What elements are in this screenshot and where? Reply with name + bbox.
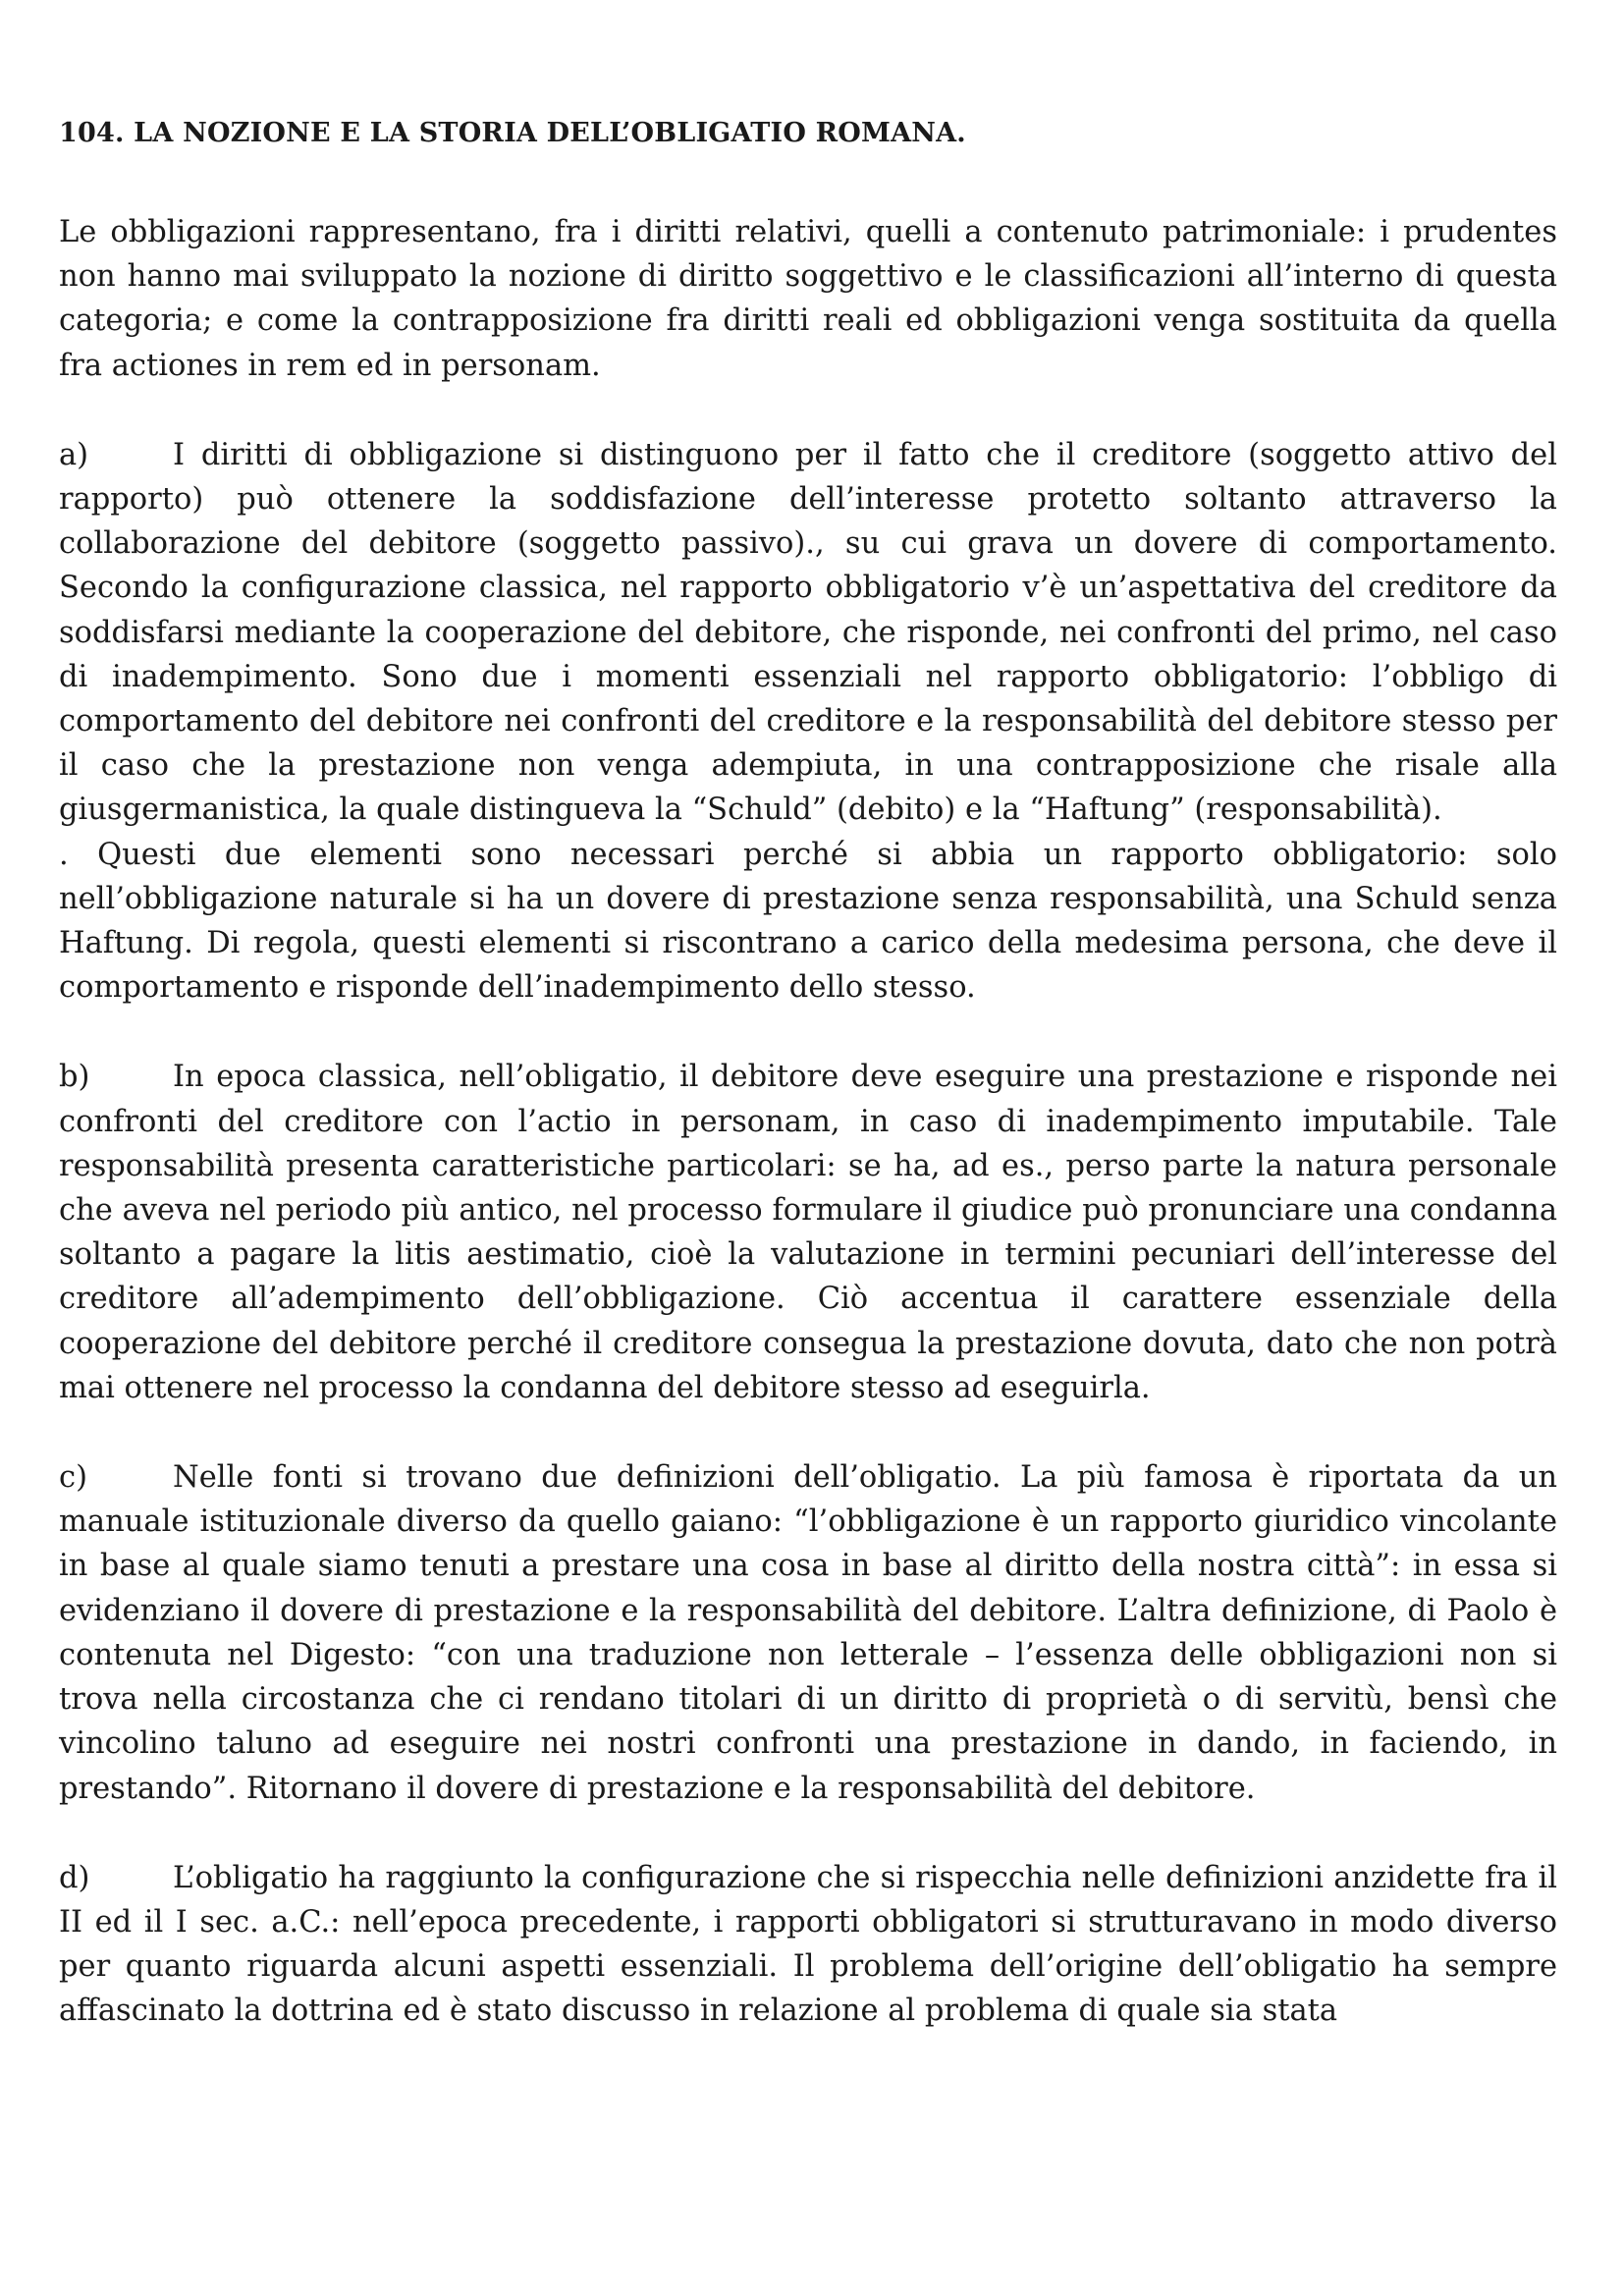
paragraph-b-marker: b) xyxy=(59,1060,90,1095)
paragraph-d-marker: d) xyxy=(59,1860,90,1895)
paragraph-d xyxy=(59,1856,1557,2034)
paragraph-b xyxy=(59,1055,1557,1410)
paragraph-c xyxy=(59,1455,1557,1811)
intro-paragraph: Le obbligazioni rappresentano, fra i diritti relativi, quelli a contenuto patrimoniale: i prudentes non hanno mai sviluppato la nozione di diritto soggettivo e le classificazioni all’interno di questa categoria; e come la contrapposizione fra diritti reali ed obbligazioni venga sostituita da quella fra actiones in rem ed in personam. xyxy=(59,215,1557,383)
section-heading: 104. LA NOZIONE E LA STORIA DELL’OBLIGATIO ROMANA. xyxy=(59,118,966,148)
paragraph-c-marker: c) xyxy=(59,1460,87,1496)
paragraph-c-text: Nelle fonti si trovano due definizioni dell’obligatio. La più famosa è riportata da un manuale istituzionale diverso da quello gaiano: “l’obbligazione è un rapporto giuridico vincolante in base al quale siamo tenuti a prestare una cosa in base al diritto della nostra città”: in essa si evidenziano il dovere di prestazione e la responsabilità del debitore. L’altra definizione, di Paolo è contenuta nel Digesto: “con una traduzione non letterale – l’essenza delle obbligazioni non si trova nella circostanza che ci rendano titolari di un diritto di proprietà o di servitù, bensì che vincolino taluno ad eseguire nei nostri confronti una prestazione in dando, in faciendo, in prestando”. Ritornano il dovere di prestazione e la responsabilità del debitore. xyxy=(59,1460,1557,1806)
paragraph-b-text: In epoca classica, nell’obligatio, il debitore deve eseguire una prestazione e risponde nei confronti del creditore con l’actio in personam, in caso di inadempimento imputabile. Tale responsabilità presenta caratteristiche particolari: se ha, ad es., perso parte la natura personale che aveva nel periodo più antico, nel processo formulare il giudice può pronunciare una condanna soltanto a pagare la litis aestimatio, cioè la valutazione in termini pecuniari dell’interesse del creditore all’adempimento dell’obbligazione. Ciò accentua il carattere essenziale della cooperazione del debitore perché il creditore consegua la prestazione dovuta, dato che non potrà mai ottenere nel processo la condanna del debitore stesso ad eseguirla. xyxy=(59,1060,1557,1405)
paragraph-a-marker: a) xyxy=(59,437,89,472)
paragraph-d-text: L’obligatio ha raggiunto la configurazione che si rispecchia nelle definizioni anzidette fra il II ed il I sec. a.C.: nell’epoca precedente, i rapporti obbligatori si strutturavano in modo diverso per quanto riguarda alcuni aspetti essenziali. Il problema dell’origine dell’obligatio ha sempre affascinato la dottrina ed è stato discusso in relazione al problema di quale sia stata xyxy=(59,1860,1557,2029)
paragraph-a xyxy=(59,433,1557,833)
paragraph-a-text: I diritti di obbligazione si distinguono per il fatto che il creditore (soggetto attivo del rapporto) può ottenere la soddisfazione dell’interesse protetto soltanto attraverso la collaborazione del debitore (soggetto passivo)., su cui grava un dovere di comportamento. Secondo la configurazione classica, nel rapporto obbligatorio v’è un’aspettativa del creditore da soddisfarsi mediante la cooperazione del debitore, che risponde, nei confronti del primo, nel caso di inadempimento. Sono due i momenti essenziali nel rapporto obbligatorio: l’obbligo di comportamento del debitore nei confronti del creditore e la responsabilità del debitore stesso per il caso che la prestazione non venga adempiuta, in una contrapposizione che risale alla giusgermanistica, la quale distingueva la “Schuld” (debito) e la “Haftung” (responsabilità). xyxy=(59,437,1557,828)
paragraph-a-continuation: . Questi due elementi sono necessari perché si abbia un rapporto obbligatorio: solo nell’obbligazione naturale si ha un dovere di prestazione senza responsabilità, una Schuld senza Haftung. Di regola, questi elementi si riscontrano a carico della medesima persona, che deve il comportamento e risponde dell’inadempimento dello stesso. xyxy=(59,837,1557,1006)
